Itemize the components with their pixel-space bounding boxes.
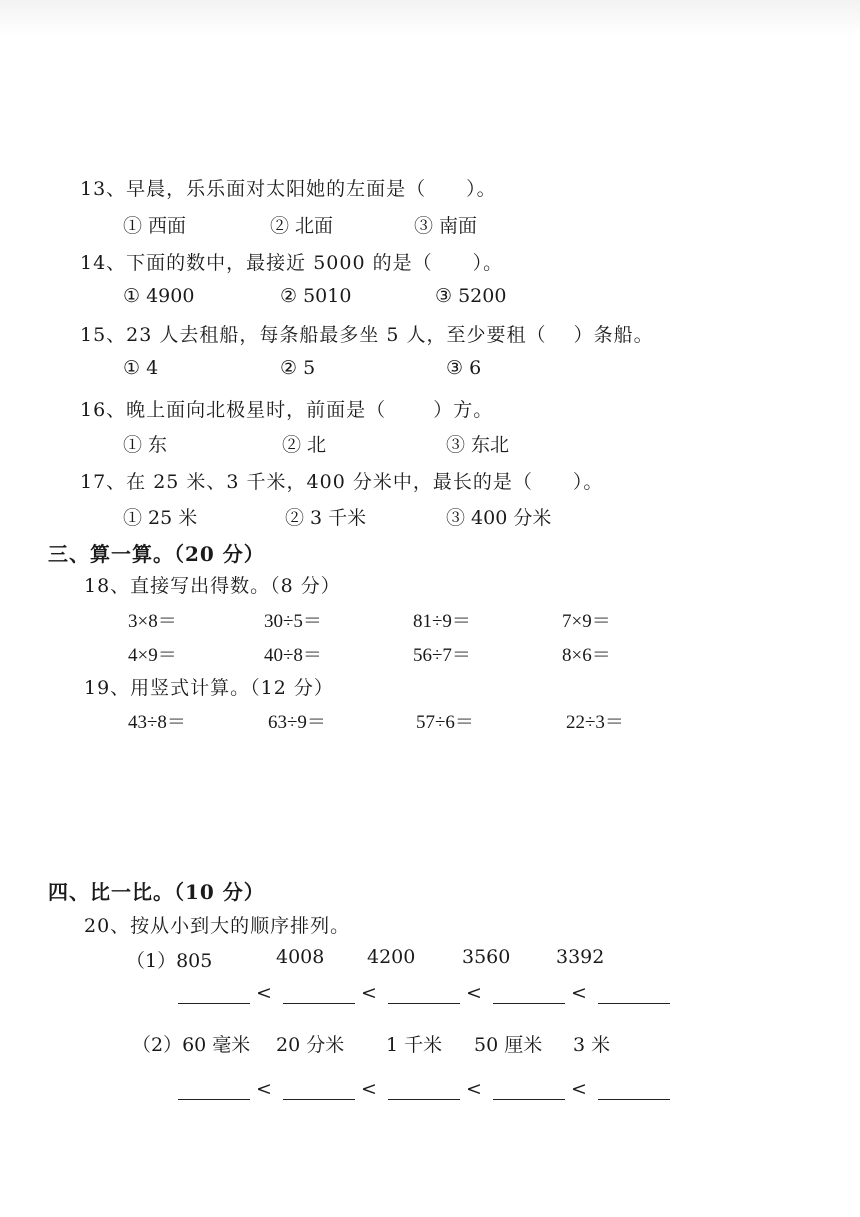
q16-option-3: ③ 东北 [446, 434, 510, 456]
less-than-sign: < [466, 982, 482, 1004]
question-13: 13、早晨，乐乐面对太阳她的左面是（ ）。 [80, 178, 497, 200]
q16-option-2: ② 北 [282, 434, 327, 456]
less-than-sign: < [466, 1078, 482, 1100]
compare-item: 50 厘米 [474, 1034, 543, 1056]
less-than-sign: < [256, 982, 272, 1004]
q13-option-2: ② 北面 [270, 215, 334, 237]
answer-line-row-2 [178, 1078, 670, 1100]
q16-option-1: ① 东 [123, 434, 168, 456]
question-20: 20、按从小到大的顺序排列。 [84, 915, 351, 937]
answer-blank[interactable] [493, 1081, 565, 1100]
compare-item: 4008 [276, 946, 325, 968]
compare-item: 3392 [556, 946, 605, 968]
calc-item: 57÷6＝ [416, 712, 474, 733]
q15-option-1: ① 4 [123, 357, 159, 379]
answer-blank[interactable] [178, 1081, 250, 1100]
question-16: 16、晚上面向北极星时，前面是（ ）方。 [80, 399, 494, 421]
less-than-sign: < [361, 982, 377, 1004]
compare-item: 3 米 [573, 1034, 611, 1056]
answer-blank[interactable] [388, 1081, 460, 1100]
answer-blank[interactable] [493, 985, 565, 1004]
answer-blank[interactable] [178, 985, 250, 1004]
answer-blank[interactable] [283, 985, 355, 1004]
calc-item: 4×9＝ [128, 645, 177, 666]
calc-item: 7×9＝ [562, 611, 611, 632]
q14-option-1: ① 4900 [123, 285, 195, 307]
less-than-sign: < [571, 1078, 587, 1100]
calc-item: 40÷8＝ [264, 645, 322, 666]
q15-option-3: ③ 6 [446, 357, 482, 379]
compare-item: （2）60 毫米 [132, 1034, 251, 1056]
answer-blank[interactable] [388, 985, 460, 1004]
calc-item: 3×8＝ [128, 611, 177, 632]
calc-item: 56÷7＝ [413, 645, 471, 666]
calc-item: 8×6＝ [562, 645, 611, 666]
compare-item: 20 分米 [276, 1034, 345, 1056]
calc-item: 81÷9＝ [413, 611, 471, 632]
answer-line-row-1 [178, 982, 670, 1004]
q17-option-3: ③ 400 分米 [446, 507, 552, 529]
calc-item: 22÷3＝ [566, 712, 624, 733]
answer-blank[interactable] [598, 985, 670, 1004]
section-4-title: 四、比一比。（10 分） [48, 880, 265, 904]
calc-item: 63÷9＝ [268, 712, 326, 733]
scan-shadow [0, 0, 860, 36]
answer-blank[interactable] [598, 1081, 670, 1100]
question-19: 19、用竖式计算。（12 分） [84, 677, 334, 699]
question-14: 14、下面的数中，最接近 5000 的是（ ）。 [80, 252, 504, 274]
q15-option-2: ② 5 [280, 357, 316, 379]
q17-option-2: ② 3 千米 [285, 507, 367, 529]
calc-item: 43÷8＝ [128, 712, 186, 733]
question-17: 17、在 25 米、3 千米，400 分米中，最长的是（ ）。 [80, 471, 604, 493]
compare-item: 3560 [462, 946, 511, 968]
compare-item: 4200 [367, 946, 416, 968]
calc-item: 30÷5＝ [264, 611, 322, 632]
question-18: 18、直接写出得数。（8 分） [84, 575, 341, 597]
q14-option-2: ② 5010 [280, 285, 352, 307]
q13-option-1: ① 西面 [123, 215, 187, 237]
compare-item: （1）805 [126, 950, 213, 972]
less-than-sign: < [571, 982, 587, 1004]
q17-option-1: ① 25 米 [123, 507, 198, 529]
answer-blank[interactable] [283, 1081, 355, 1100]
compare-item: 1 千米 [386, 1034, 443, 1056]
q13-option-3: ③ 南面 [414, 215, 478, 237]
section-3-title: 三、算一算。（20 分） [48, 542, 265, 566]
q14-option-3: ③ 5200 [435, 285, 507, 307]
question-15: 15、23 人去租船，每条船最多坐 5 人，至少要租（ ）条船。 [80, 324, 654, 346]
less-than-sign: < [256, 1078, 272, 1100]
less-than-sign: < [361, 1078, 377, 1100]
